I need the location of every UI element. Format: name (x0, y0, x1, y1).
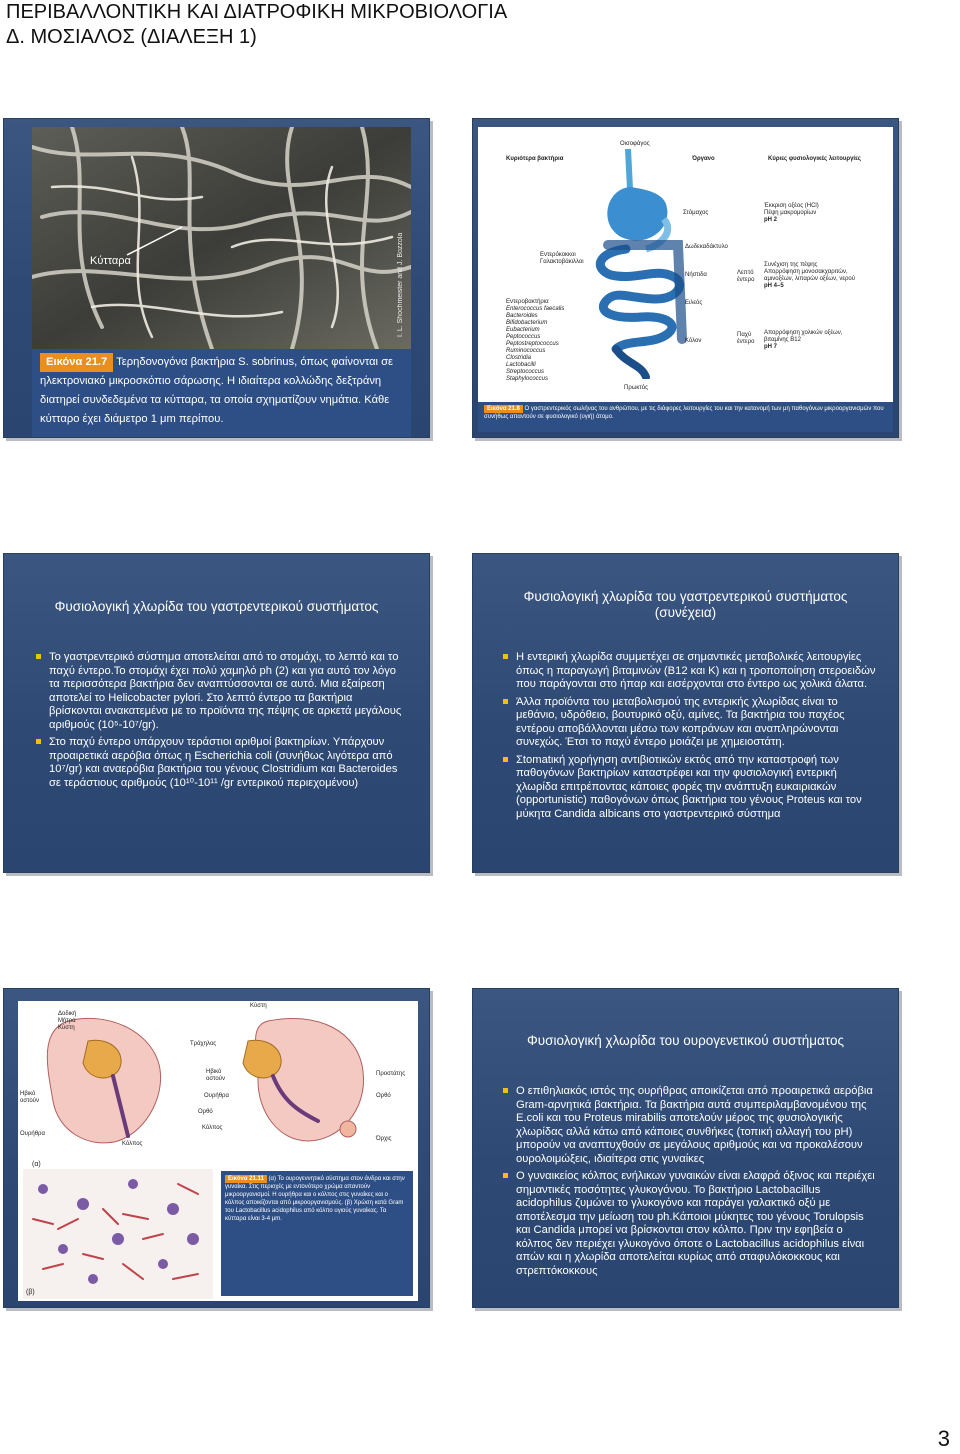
rectum-label: Πρωκτός (624, 385, 649, 391)
slide-3-bullets (36, 651, 408, 794)
label-pubic-bone-left: Ηβικό οστούν (20, 1091, 39, 1104)
slide-3 (3, 553, 430, 873)
gi-tract-illustration (586, 149, 696, 379)
figure-tag-2: Εικόνα 21.8 (484, 405, 523, 413)
small-intestine-bacteria: Εντερόκοκκοι Γαλακτοβάκιλλοι (540, 252, 584, 265)
figure-caption-5 (221, 1171, 413, 1296)
col-functions: Κύριες φυσιολογικές λειτουργίες (768, 156, 862, 162)
label-uterus-group: Δοδική Μήτρα Κύστη (58, 1011, 77, 1031)
jejunum-label: Νήστιδα (685, 272, 707, 278)
label-cervix: Τράχηλος (190, 1041, 217, 1047)
urogenital-figure (18, 1001, 418, 1301)
large-intestine-bacteria: Εντεροβακτήρια Enterococcus faecalis Bacteroides Bifidobacterium Eubacterium Peptococcus Peptostreptococcus Ruminococcus Clostridia Lactobacilli Streptococcus Staphylococcus (506, 299, 565, 382)
panel-b-label: (β) (26, 1289, 35, 1296)
bullet: Το γαστρεντερικό σύστημα αποτελείται από το στομάχι, το λεπτό και το παχύ έντερο.Το στομάχι έχει πολύ χαμηλό ph (2) και για αυτό τον λόγο τα περισσότερα βακτήρια δεν αναπτύσσονται σε αυτό. Μια εξαίρεση αποτελεί το Helicobacter pylori. Στο λεπτό έντερο τα βακτήρια βρίσκονται ανακατεμένα με το προϊόντα της πέψης σε αρκετά μεγάλους αριθμούς (10⁵-10⁷/gr). (36, 651, 408, 732)
caption-text-1: Τερηδονογόνα βακτήρια S. sobrinus, όπως φαίνονται σε ηλεκτρονιακό μικροσκόπιο σάρωσης. Η ιδιαίτερα κολλώδης δεξτράνη διατηρεί συνδεδεμένα τα κύτταρα, τα οποία σχηματίζουν νημάτια. Κάθε κύτταρο έχει διάμετρο 1 μm περίπου. (40, 356, 394, 425)
caption-text-5: (α) Το ουρογεννητικό σύστημα στον άνδρα και στην γυναίκα. Στις περιοχές με εντονότερο χρώμα απαντούν μικροοργανισμοί. Η ουρήθρα και ο κόλπος στις γυναίκες και ο κόλπος αποικίζονται από μικροοργανισμούς. (β) Χρώση κατά Gram του Lactobacillus acidophilus από κόλπο υγιούς γυναίκας. Τα κύτταρα είναι 3-4 μm. (225, 1176, 405, 1222)
label-rectum: Ορθό (198, 1109, 213, 1115)
header-subtitle: Δ. ΜΟΣΙΑΛΟΣ (ΔΙΑΛΕΞΗ 1) (6, 26, 257, 48)
col-bacteria: Κυριότερα βακτήρια (506, 156, 564, 162)
slide-2 (472, 118, 899, 438)
oesophagus-label: Οισοφάγος (620, 141, 650, 147)
small-intestine-functions: Συνέχιση της πέψης Απορρόφηση μονοσακχαριτών, αμινοξέων, λιπαρών οξέων, νερού pH 4–5 (764, 262, 856, 289)
label-vagina-2: Κόλπος (122, 1141, 143, 1147)
label-rectum-right: Ορθό (376, 1093, 391, 1099)
label-testis: Όρχις (376, 1136, 392, 1142)
slide-6 (472, 988, 899, 1308)
slide-3-title: Φυσιολογική χλωρίδα του γαστρεντερικού συστήματος (54, 599, 379, 614)
label-urethra-left: Ουρήθρα (20, 1131, 45, 1137)
sem-micrograph (32, 127, 411, 349)
label-vagina: Κόλπος (202, 1125, 223, 1131)
photo-label: Κύτταρα (90, 255, 131, 267)
duodenum-label: Δωδεκαδάκτυλο (685, 244, 728, 250)
bullet: Η εντερική χλωρίδα συμμετέχει σε σημαντικές μεταβολικές λειτουργίες όπως η παραγωγή βιταμινών (Β12 και Κ) και η τροποποίηση στεροειδών που παράγονται στο ήπαρ και εισέρχονται στο έντερο ως χολικά άλατα. (503, 651, 877, 692)
slide-5 (3, 988, 430, 1308)
figure-caption-2 (478, 402, 893, 432)
slide-6-bullets (503, 1085, 879, 1282)
page-header (6, 0, 507, 50)
col-organ: Όργανο (692, 156, 715, 162)
sem-figure (32, 127, 411, 437)
ileum-label: Ειλεός (685, 300, 703, 306)
label-urethra: Ουρήθρα (204, 1093, 229, 1099)
bullet: Στο παχύ έντερο υπάρχουν τεράστιοι αριθμοί βακτηρίων. Υπάρχουν προαιρετικά αερόβια όπως η Escherichia coli (συνήθως λιγότερα από 10⁷/gr) και αναερόβια βακτήρια του γένους Clostridium και Bacteroides σε τεράστιους αριθμούς (10¹⁰-10¹¹ /gr εντερικού περιεχομένου) (36, 736, 408, 790)
small-intestine-label: Λεπτό έντερο (737, 270, 755, 283)
bullet: Ο επιθηλιακός ιστός της ουρήθρας αποικίζεται από προαιρετικά αερόβια Gram-αρνητικά βακτήρια. Τα βακτήρια αυτά συμπεριλαμβανομένου της E.coli και του Proteus mirabilis αποτελούν μέρος της φυσιολογικής χλωρίδας αλλά κάτω από κάποιες συνθήκες (τοπική αλλαγή του pH) μπορούν να αναπτυχθούν σε μεγάλους αριθμούς και να προκαλέσουν ουρολοιμώξεις, ιδιαίτερα στις γυναίκες (503, 1085, 879, 1166)
bullet: Ο γυναικείος κόλπος ενήλικων γυναικών είναι ελαφρά όξινος και περιέχει σημαντικές ποσότητες γλυκογόνου. Το βακτήριο Lactobacillus acidophilus ζυμώνει το γλυκογόνο και παράγει γαλακτικό οξύ με αποτέλεσμα την μείωση του ph.Κάποιοι μύκητες του γένους Torulopsis και Candida μπορεί να βρίσκονται στον κόλπο. Πριν την εφηβεία ο κόλπος δεν περιέχει γλυκογόνο όποτε ο Lactobacillus acidophilus είναι απών και η χλωρίδα αποτελείται κυρίως από σταφυλόκοκκους και στρεπτόκοκκους (503, 1170, 879, 1278)
bullet: Άλλα προϊόντα του μεταβολισμού της εντερικής χλωρίδας είναι το μεθάνιο, υδρόθειο, βουτυρικό οξύ, αμίνες. Τα βακτήρια του παχέος εντέρου αποβάλλονται μέσω των κοπράνων και αναπληρώνονται συνεχώς. Έτσι το παχύ έντερο μοιάζει με χημειοστάτη. (503, 696, 877, 750)
stomach-label: Στόμαχος (683, 210, 709, 216)
label-pubic-bone: Ηβικό οστούν (206, 1069, 225, 1082)
stomach-functions: Έκκριση οξέος (HCl) Πέψη μακρομορίων pH 2 (764, 203, 819, 223)
slide-4-bullets (503, 651, 877, 825)
slide-6-title: Φυσιολογική χλωρίδα του ουρογενετικού συστήματος (526, 1033, 845, 1048)
figure-tag-1: Εικόνα 21.7 (40, 353, 113, 372)
figure-caption-1 (32, 349, 411, 437)
bullet: Σtomatική χορήγηση αντιβιοτικών εκτός από την καταστροφή των παθογόνων βακτηρίων καταστρέφει και την φυσιολογική εντερική χλωρίδα επιτρέποντας κάποιες φορές την ανάπτυξη ευκαιριακών (opportunistic) παθογόνων όπως βακτήρια του γένους Proteus και τον μύκητα Candida albicans στο γαστρεντερικό σύστημα (503, 754, 877, 822)
slide-1 (3, 118, 430, 438)
header-title: ΠΕΡΙΒΑΛΛΟΝΤΙΚΗ ΚΑΙ ΔΙΑΤΡΟΦΙΚΗ ΜΙΚΡΟΒΙΟΛΟΓΙΑ (6, 1, 508, 23)
gi-tract-figure (478, 127, 893, 432)
panel-a-label: (α) (32, 1161, 41, 1168)
colon-label: Κόλον (685, 338, 702, 344)
figure-tag-5: Εικόνα 21.11 (225, 1175, 267, 1183)
slide-4-title: Φυσιολογική χλωρίδα του γαστρεντερικού συστήματος (συνέχεια) (523, 589, 848, 620)
large-intestine-label: Παχύ έντερο (737, 332, 755, 345)
photo-credit: I. L. Shochmeister and J. Bozzola (397, 232, 404, 337)
caption-text-2: Ο γαστρεντερικός σωλήνας του ανθρώπου, με τις διάφορες λειτουργίες του και την κατανομή των μη παθογόνων μικροοργανισμών που συνήθως απαντούν σε φυσιολογικό (υγιή) άτομο. (484, 406, 884, 420)
large-intestine-functions: Απορρόφηση χολικών οξέων, βιταμίνης B12 pH 7 (764, 330, 843, 350)
label-bladder: Κύστη (250, 1003, 267, 1009)
page-number: 3 (937, 1426, 950, 1451)
label-prostate: Προστάτης (376, 1071, 406, 1077)
gram-stain-micrograph (23, 1169, 213, 1299)
slide-4 (472, 553, 899, 873)
